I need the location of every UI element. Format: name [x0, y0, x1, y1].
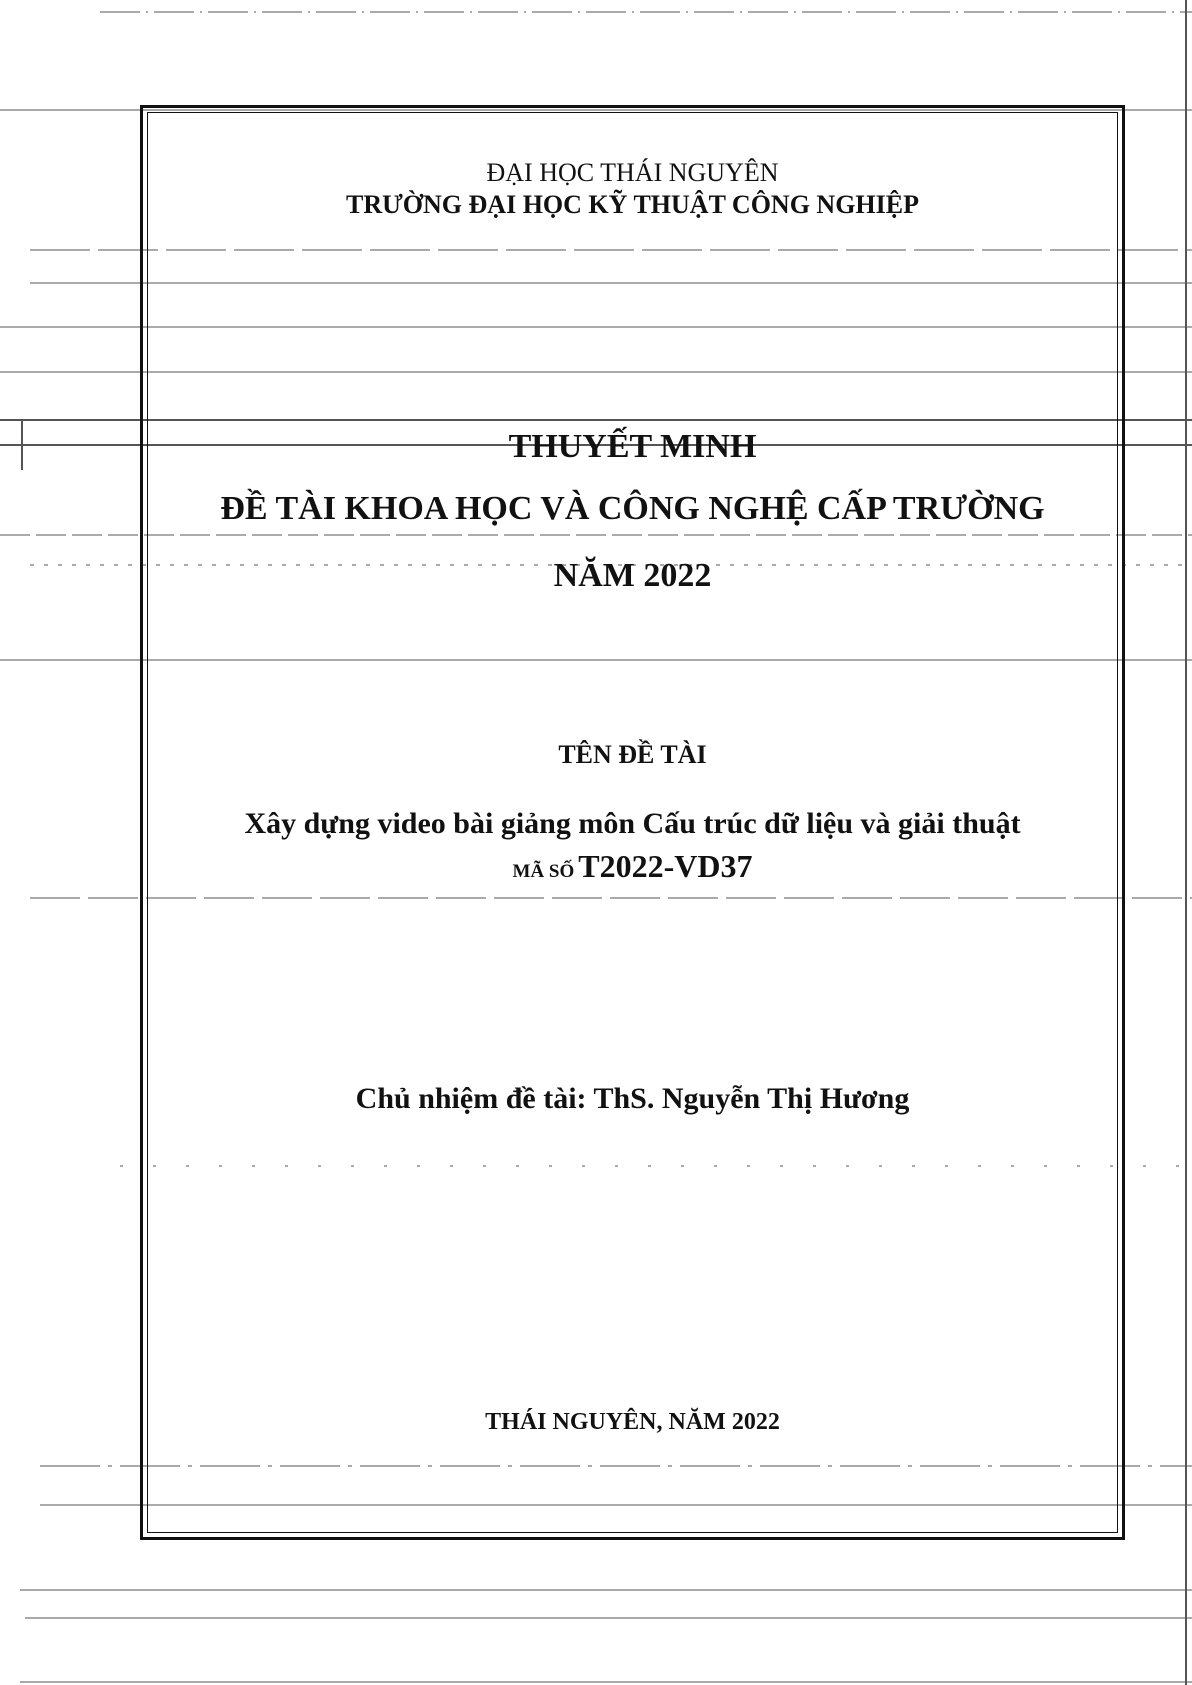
document-year: NĂM 2022 — [553, 557, 712, 594]
faculty-name: TRƯỜNG ĐẠI HỌC KỸ THUẬT CÔNG NGHIỆP — [345, 190, 919, 219]
project-leader: Chủ nhiệm đề tài: ThS. Nguyễn Thị Hương — [355, 1082, 910, 1115]
document-title: THUYẾT MINH — [508, 428, 757, 465]
document-subtitle: ĐỀ TÀI KHOA HỌC VÀ CÔNG NGHỆ CẤP TRƯỜNG — [220, 490, 1045, 527]
topic-heading: TÊN ĐỀ TÀI — [558, 740, 707, 769]
topic-code-value: T2022-VD37 — [578, 848, 753, 884]
university-name: ĐẠI HỌC THÁI NGUYÊN — [486, 158, 779, 187]
place-and-date: THÁI NGUYÊN, NĂM 2022 — [485, 1409, 780, 1435]
topic-code — [147, 848, 1118, 885]
topic-name: Xây dựng video bài giảng môn Cấu trúc dữ liệu và giải thuật — [244, 807, 1021, 840]
topic-code-label: MÃ SỐ — [512, 861, 575, 882]
